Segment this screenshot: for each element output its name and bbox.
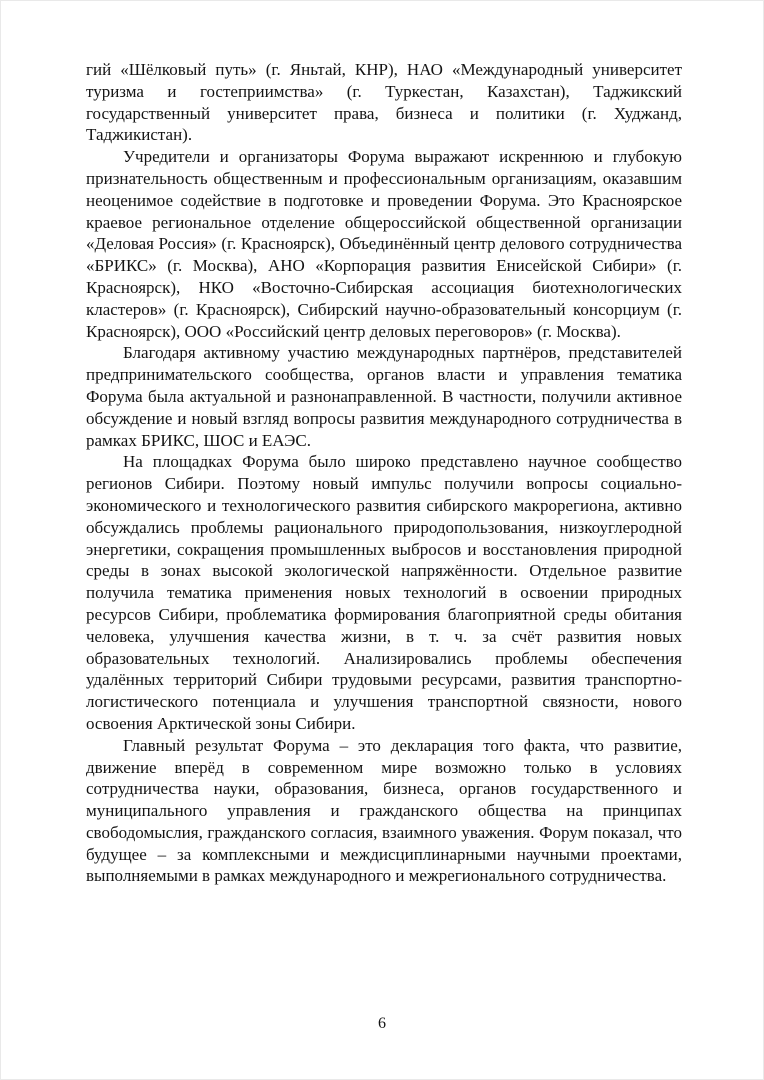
page-body-text <box>86 59 682 887</box>
paragraph-forum-topics: Благодаря активному участию международных партнёров, представителей предпринимательского сообщества, органов власти и управления тематика Форума была актуальной и разнонаправленной. В частности, получили активное обсуждение и новый взгляд вопросы развития международного сотрудничества в рамках БРИКС, ШОС и ЕАЭС. <box>86 343 682 450</box>
page-number: 6 <box>378 1015 386 1032</box>
paragraph-founders-acknowledgement: Учредители и организаторы Форума выражают искреннюю и глубокую признательность общественным и профессиональным организациям, оказавшим неоценимое содействие в подготовке и проведении Форума. Это Красноярское краевое региональное отделение общероссийской общественной организации «Деловая Россия» (г. Красноярск), Объединённый центр делового сотрудничества «БРИКС» (г. Москва), АНО «Корпорация развития Енисейской Сибири» (г. Красноярск), НКО «Восточно-Сибирская ассоциация биотехнологических кластеров» (г. Красноярск), Сибирский научно-образовательный консорциум (г. Красноярск), ООО «Российский центр деловых переговоров» (г. Москва). <box>86 147 682 341</box>
paragraph-continuation: гий «Шёлковый путь» (г. Яньтай, КНР), НАО «Международный университет туризма и гостеприимства» (г. Туркестан, Казахстан), Таджикский государственный университет права, бизнеса и политики (г. Худжанд, Таджикистан). <box>86 60 682 145</box>
paragraph-science-community: На площадках Форума было широко представлено научное сообщество регионов Сибири. Поэтому новый импульс получили вопросы социально-экономического и технологического развития сибирского макрорегиона, активно обсуждались проблемы рационального природопользования, низкоуглеродной энергетики, сокращения промышленных выбросов и восстановления природной среды в зонах высокой экологической напряжённости. Отдельное развитие получила тематика применения новых технологий в освоении природных ресурсов Сибири, проблематика формирования благоприятной среды обитания человека, улучшения качества жизни, в т. ч. за счёт развития новых образовательных технологий. Анализировались проблемы обеспечения удалённых территорий Сибири трудовыми ресурсами, развития транспортно-логистического потенциала и улучшения транспортной связности, нового освоения Арктической зоны Сибири. <box>86 452 682 733</box>
paragraph-forum-result: Главный результат Форума – это декларация того факта, что развитие, движение вперёд в современном мире возможно только в условиях сотрудничества науки, образования, бизнеса, органов государственного и муниципального управления и гражданского общества на принципах свободомыслия, гражданского согласия, взаимного уважения. Форум показал, что будущее – за комплексными и междисциплинарными научными проектами, выполняемыми в рамках международного и межрегионального сотрудничества. <box>86 735 682 886</box>
